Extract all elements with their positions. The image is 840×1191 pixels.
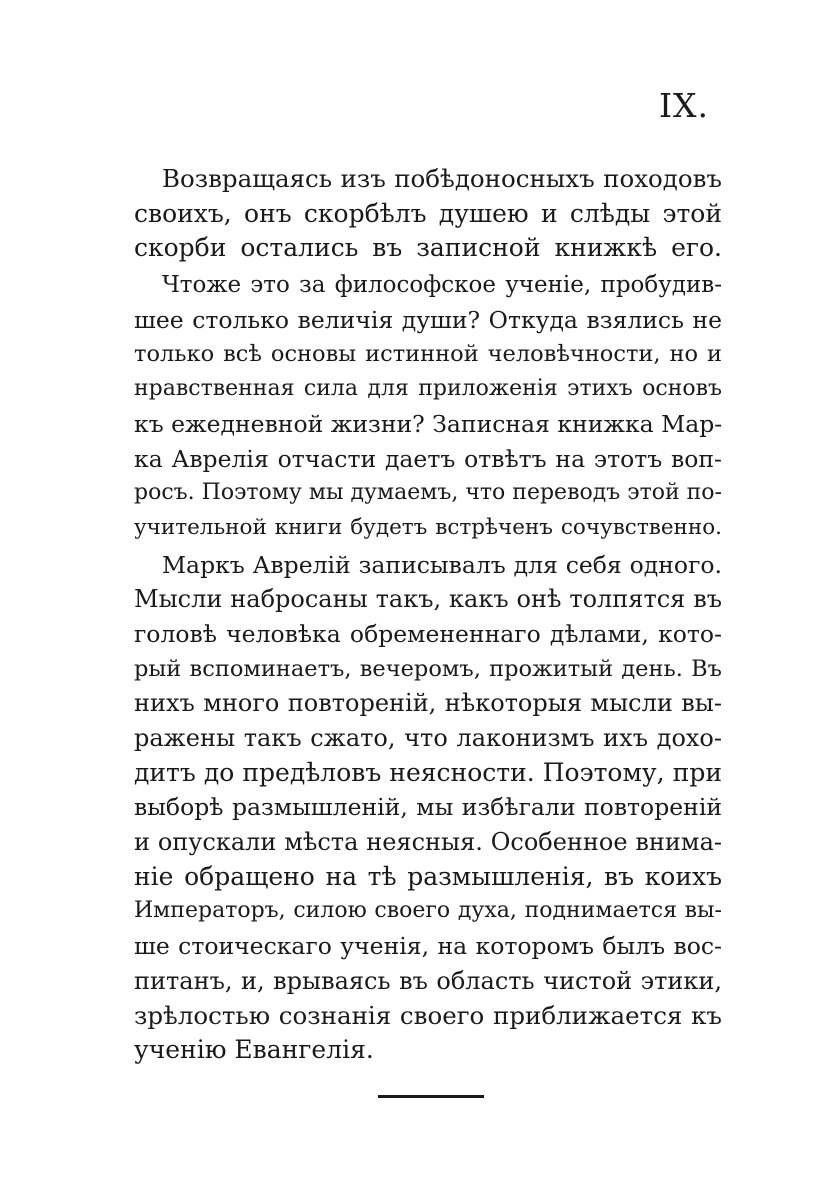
section-divider: [378, 1095, 484, 1098]
text-block: [134, 162, 722, 1068]
text-line: Чтоже это за философское ученіе, пробудив-: [162, 272, 722, 299]
text-line: Маркъ Аврелій записывалъ для себя одного.: [162, 550, 722, 579]
paragraph: [134, 162, 722, 266]
text-line: нравственная сила для приложенія этихъ основъ: [134, 376, 722, 402]
text-line: скорби остались въ записной книжкѣ его.: [134, 233, 722, 263]
text-line: выборѣ размышленій, мы избѣгали повтореній: [134, 793, 722, 822]
text-line: зрѣлостью сознанія своего приближается къ: [134, 1000, 722, 1030]
text-line: ше стоическаго ученія, на которомъ былъ вос-: [134, 932, 722, 961]
text-line: шее столько величія души? Откуда взялись не: [134, 305, 722, 334]
paragraph: [134, 268, 722, 546]
text-line: своихъ, онъ скорбѣлъ душею и слѣды этой: [134, 198, 722, 228]
text-line: дитъ до предѣловъ неясности. Поэтому, при: [134, 757, 722, 787]
text-line: питанъ, и, врываясь въ область чистой этики,: [134, 966, 722, 995]
text-line: головѣ человѣка обремененнаго дѣлами, кото-: [134, 619, 722, 648]
text-line: рый вспоминаетъ, вечеромъ, прожитый день. Въ: [134, 655, 722, 682]
text-line: Мысли набросаны такъ, какъ онѣ толпятся въ: [134, 585, 722, 614]
text-line: Возвращаясь изъ побѣдоносныхъ походовъ: [162, 164, 722, 193]
text-line: и опускали мѣста неясныя. Особенное внима-: [134, 828, 722, 857]
paragraph: [134, 548, 722, 1068]
text-line: росъ. Поэтому мы думаемъ, что переводъ этой по-: [134, 480, 722, 506]
text-line: къ ежедневной жизни? Записная книжка Мар-: [134, 409, 723, 438]
text-line: ніе обращено на тѣ размышленія, въ коихъ: [134, 861, 722, 891]
text-line: нихъ много повтореній, нѣкоторыя мысли вы-: [134, 689, 722, 718]
text-line: ученію Евангелія.: [134, 1035, 374, 1065]
text-line: Императоръ, силою своего духа, поднимается вы-: [134, 898, 722, 924]
text-line: ражены такъ сжато, что лаконизмъ ихъ дохо-: [134, 724, 722, 752]
page-number: IX.: [658, 86, 709, 125]
text-line: учительной книги будетъ встрѣченъ сочувственно.: [134, 514, 722, 540]
text-line: только всѣ основы истинной человѣчности, но и: [134, 341, 722, 368]
text-line: ка Аврелія отчасти даетъ отвѣтъ на этотъ воп-: [134, 444, 722, 473]
